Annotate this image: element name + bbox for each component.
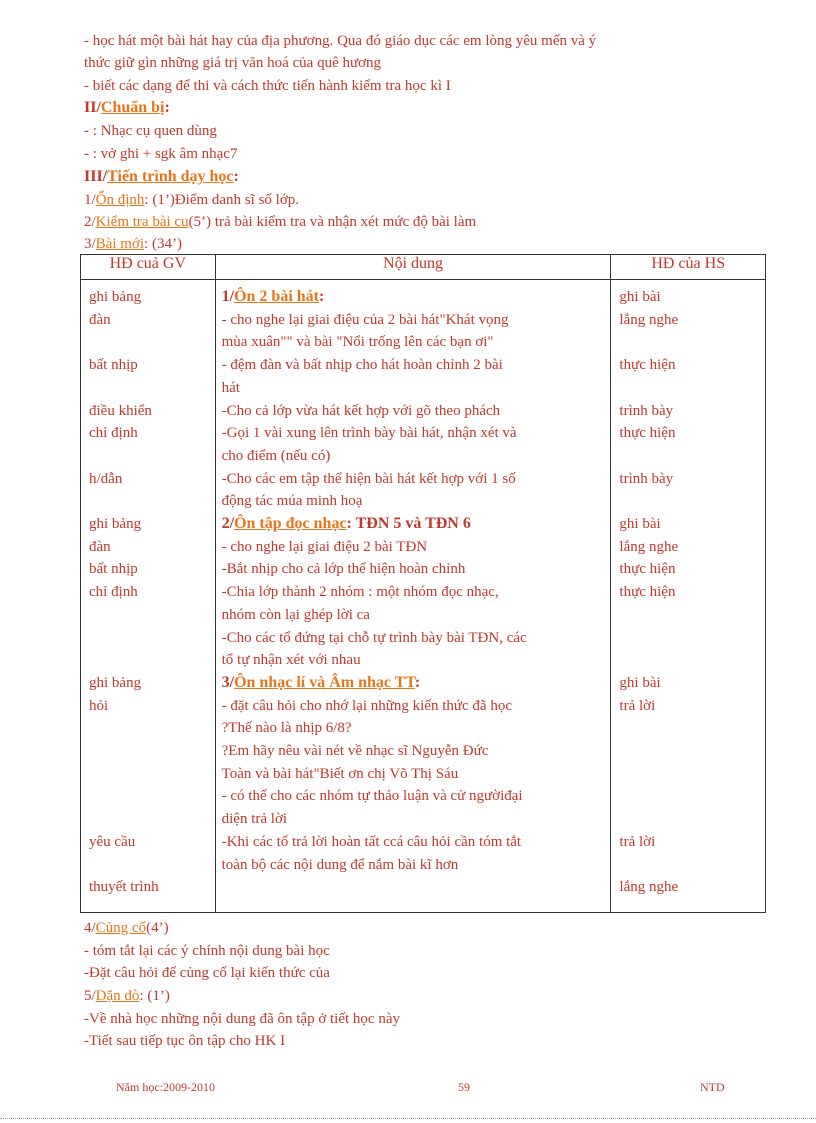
footer-author: NTD — [700, 1080, 725, 1094]
content-line: - cho nghe lại giai điệu 2 bài TĐN — [221, 538, 428, 555]
content-line: -Gọi 1 vài xung lên trình bày bài hát, nhận xét và — [221, 425, 517, 442]
student-activity: ghi bài — [619, 289, 661, 305]
intro-line-3: - biết các dạng để thi và cách thức tiến hành kiểm tra học kì I — [84, 78, 451, 94]
page-edge-divider — [0, 1118, 816, 1119]
prep-heading: II/Chuẩn bị: — [84, 99, 170, 116]
step-1: 1/Ổn định: (1’)Điểm danh sĩ số lớp. — [84, 192, 299, 208]
teacher-activity: bất nhịp — [89, 357, 138, 374]
header-student: HĐ của HS — [611, 255, 766, 280]
table-body-row — [81, 280, 766, 913]
footer-page-number: 59 — [458, 1080, 470, 1094]
content-line: ?Em hãy nêu vài nét về nhạc sĩ Nguyễn Đức — [221, 743, 489, 759]
teacher-activity: hỏi — [89, 697, 109, 714]
consolidate-item-1: - tóm tắt lại các ý chính nội dung bài học — [84, 943, 330, 959]
header-teacher: HĐ cuả GV — [81, 255, 216, 280]
step-3: 3/Bài mới: (34’) — [84, 236, 182, 252]
content-line: -Khi các tổ trả lời hoàn tất ccá câu hỏi cần tóm tắt — [221, 833, 522, 850]
content-line: - cho nghe lại giai điệu của 2 bài hát"Khát vọng — [221, 311, 509, 328]
student-activity: trình bày — [619, 402, 674, 419]
teacher-activity: chỉ định — [89, 425, 138, 442]
content-line: toàn bộ các nội dung để nắm bài kĩ hơn — [221, 856, 459, 873]
footer-school-year: Năm học:2009-2010 — [116, 1080, 215, 1094]
student-activity: thực hiện — [619, 425, 676, 442]
teacher-activity: điều khiển — [89, 402, 152, 419]
student-activity: trả lời — [619, 697, 656, 714]
prep-heading-title: Chuẩn bị — [100, 99, 165, 116]
content-line: - đặt câu hỏi cho nhớ lại những kiến thức đã học — [221, 697, 512, 714]
table-header-row — [81, 255, 766, 280]
content-line: Toàn và bài hát"Biết ơn chị Võ Thị Sáu — [221, 765, 459, 782]
student-activity: trả lời — [619, 833, 656, 850]
student-activity-column — [611, 280, 765, 912]
student-activity: ghi bài — [619, 674, 661, 691]
homework-item-1: -Về nhà học những nội dung đã ôn tập ở tiết học này — [84, 1011, 400, 1027]
homework-heading: 5/Dặn dò: (1’) — [84, 988, 170, 1004]
prep-item-1: - : Nhạc cụ quen dùng — [84, 123, 217, 139]
content-line: động tác múa minh hoạ — [221, 493, 363, 510]
content-column — [216, 280, 611, 912]
content-line: -Cho các em tập thể hiện bài hát kết hợp với 1 số — [221, 470, 516, 487]
content-line: diện trả lời — [221, 811, 288, 828]
lesson-plan-table — [80, 254, 766, 913]
content-line: tổ tự nhận xét với nhau — [221, 652, 361, 669]
teacher-activity-column — [81, 280, 215, 912]
teacher-activity: thuyết trình — [89, 879, 159, 896]
content-line: - đệm đàn và bất nhịp cho hát hoàn chỉnh 2 bài — [221, 357, 503, 374]
intro-line-1: - học hát một bài hát hay của địa phương. Qua đó giáo dục các em lòng yêu mến và ý — [84, 33, 597, 49]
teacher-activity: đàn — [89, 538, 111, 555]
teacher-activity: ghi bảng — [89, 289, 142, 305]
content-line: nhóm còn lại ghép lời ca — [221, 606, 370, 623]
consolidate-heading: 4/Củng cố(4’) — [84, 920, 169, 936]
teacher-activity: đàn — [89, 311, 111, 328]
step-2: 2/Kiểm tra bài cu(5’) trả bài kiểm tra và nhận xét mức độ bài làm — [84, 214, 477, 230]
student-activity: lắng nghe — [619, 879, 679, 896]
student-activity: lắng nghe — [619, 311, 679, 328]
section-heading: 2/Ôn tập đọc nhạc: TĐN 5 và TĐN 6 — [221, 515, 471, 532]
teacher-activity: h/dẫn — [89, 470, 123, 487]
content-line: -Chia lớp thành 2 nhóm : một nhóm đọc nhạc, — [221, 584, 499, 601]
content-line: cho điểm (nếu có) — [221, 447, 331, 464]
process-heading-title: Tiến trình dạy học — [107, 168, 234, 185]
content-line: -Bắt nhịp cho cả lớp thể hiện hoàn chỉnh — [221, 561, 466, 578]
student-activity: thực hiện — [619, 561, 676, 578]
process-heading: III/Tiến trình dạy học: — [84, 168, 239, 185]
teacher-activity: ghi bảng — [89, 516, 142, 532]
student-activity: ghi bài — [619, 516, 661, 532]
teacher-activity: bất nhịp — [89, 561, 138, 578]
content-line: - có thể cho các nhóm tự thảo luận và cử ngườiđại — [221, 788, 523, 805]
student-activity: thực hiện — [619, 357, 676, 374]
content-line: -Cho cả lớp vừa hát kết hợp với gõ theo phách — [221, 402, 501, 419]
student-activity: thực hiện — [619, 584, 676, 601]
header-content: Nội dung — [215, 255, 611, 280]
content-line: ?Thế nào là nhịp 6/8? — [221, 720, 352, 737]
consolidate-item-2: -Đặt câu hỏi để củng cố lại kiến thức của — [84, 965, 330, 981]
content-line: mùa xuân"" và bài "Nổi trống lên các bạn ơi" — [221, 334, 494, 351]
section-heading: 1/Ôn 2 bài hát: — [221, 288, 325, 305]
content-line: hát — [221, 379, 240, 396]
student-activity: lắng nghe — [619, 538, 679, 555]
prep-item-2: - : vở ghi + sgk âm nhạc7 — [84, 146, 238, 162]
homework-item-2: -Tiết sau tiếp tục ôn tập cho HK I — [84, 1033, 286, 1049]
section-heading: 3/Ôn nhạc lí và Âm nhạc TT: — [221, 673, 421, 691]
teacher-activity: chỉ định — [89, 584, 138, 601]
content-line: -Cho các tổ đứng tại chỗ tự trình bày bài TĐN, các — [221, 629, 527, 646]
teacher-activity: ghi bảng — [89, 674, 142, 691]
student-activity: trình bày — [619, 470, 674, 487]
teacher-activity: yêu cầu — [89, 833, 136, 850]
intro-line-2: thức giữ gìn những giá trị văn hoá của quê hương — [84, 55, 382, 71]
